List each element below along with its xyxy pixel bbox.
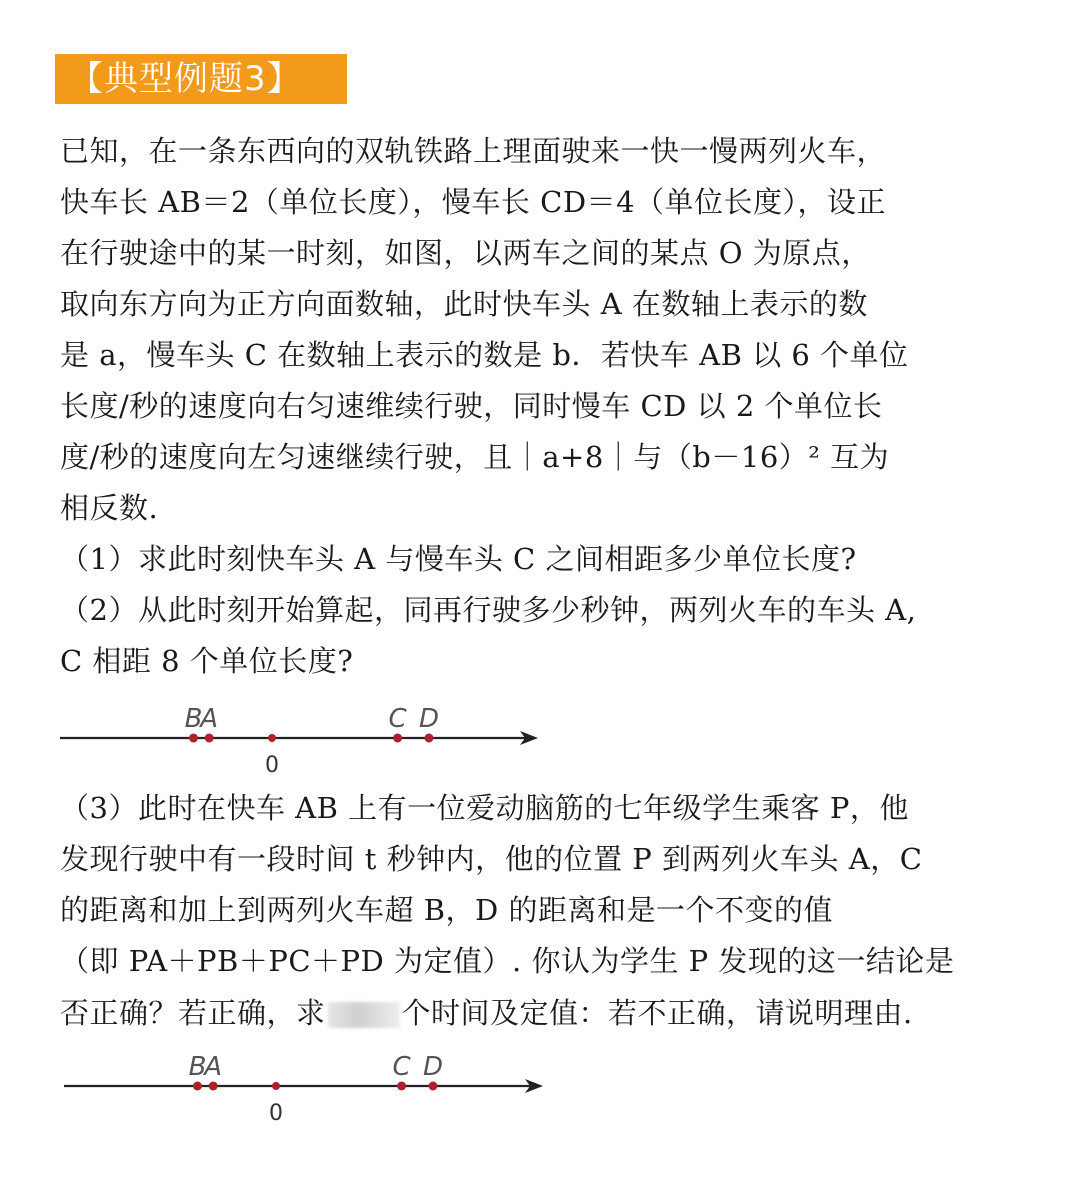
problem-text-line: （2）从此时刻开始算起，同再行驶多少秒钟，两列火车的车头 A, — [60, 593, 917, 627]
problem-text-line: 在行驶途中的某一时刻，如图，以两车之间的某点 O 为原点， — [60, 236, 871, 270]
point-c — [393, 734, 402, 743]
point-b — [189, 734, 198, 743]
origin-label: 0 — [269, 1101, 283, 1126]
question3-text-line: （即 PA＋PB＋PC＋PD 为定值）. 你认为学生 P 发现的这一结论是 — [60, 944, 955, 978]
problem-text-line: 是 a，慢车头 C 在数轴上表示的数是 b．若快车 AB 以 6 个单位 — [60, 338, 909, 372]
point-label-b: B — [188, 1052, 207, 1082]
last-line-text-b: 个时间及定值：若不正确，请说明理由. — [401, 996, 913, 1030]
origin-point — [268, 734, 276, 742]
problem-text-line: C 相距 8 个单位长度? — [60, 644, 354, 678]
point-a — [205, 734, 214, 743]
point-d — [429, 1082, 438, 1091]
problem-text-line: 相反数. — [60, 491, 159, 525]
point-c — [397, 1082, 406, 1091]
problem-last-line — [60, 995, 1040, 1031]
last-line-text-a: 否正确？若正确，求 — [60, 996, 326, 1030]
example-title-badge: 【典型例题3】 — [55, 54, 347, 104]
point-b — [193, 1082, 202, 1091]
problem-text-line: （1）求此时刻快车头 A 与慢车头 C 之间相距多少单位长度? — [60, 542, 857, 576]
question3-text-line: 发现行驶中有一段时间 t 秒钟内，他的位置 P 到两列火车头 A，C — [60, 842, 923, 876]
origin-point — [272, 1082, 280, 1090]
blurred-text-region — [328, 1002, 400, 1028]
point-label-d: D — [422, 1052, 444, 1082]
point-label-d: D — [418, 704, 440, 734]
point-label-c: C — [388, 704, 407, 734]
problem-text-line: 取向东方向为正方向面数轴，此时快车头 A 在数轴上表示的数 — [60, 287, 868, 321]
point-d — [425, 734, 434, 743]
point-label-a: A — [200, 704, 219, 734]
number-line-2 — [0, 1052, 560, 1126]
question3-text-line: （3）此时在快车 AB 上有一位爱动脑筋的七年级学生乘客 P，他 — [60, 791, 909, 825]
problem-text-line: 长度/秒的速度向右匀速维续行驶，同时慢车 CD 以 2 个单位长 — [60, 389, 883, 423]
problem-text-line: 度/秒的速度向左匀速继续行驶，且｜a+8｜与（b－16）² 互为 — [60, 440, 890, 474]
point-a — [209, 1082, 218, 1091]
point-label-c: C — [392, 1052, 411, 1082]
question3-text-line: 的距离和加上到两列火车超 B，D 的距离和是一个不变的值 — [60, 893, 833, 927]
problem-text-line: 已知，在一条东西向的双轨铁路上理面驶来一快一慢两列火车， — [60, 134, 887, 168]
point-label-a: A — [204, 1052, 223, 1082]
problem-text-line: 快车长 AB＝2（单位长度），慢车长 CD＝4（单位长度），设正 — [60, 185, 887, 219]
number-line-1 — [0, 704, 560, 778]
point-label-b: B — [184, 704, 203, 734]
origin-label: 0 — [265, 753, 279, 778]
